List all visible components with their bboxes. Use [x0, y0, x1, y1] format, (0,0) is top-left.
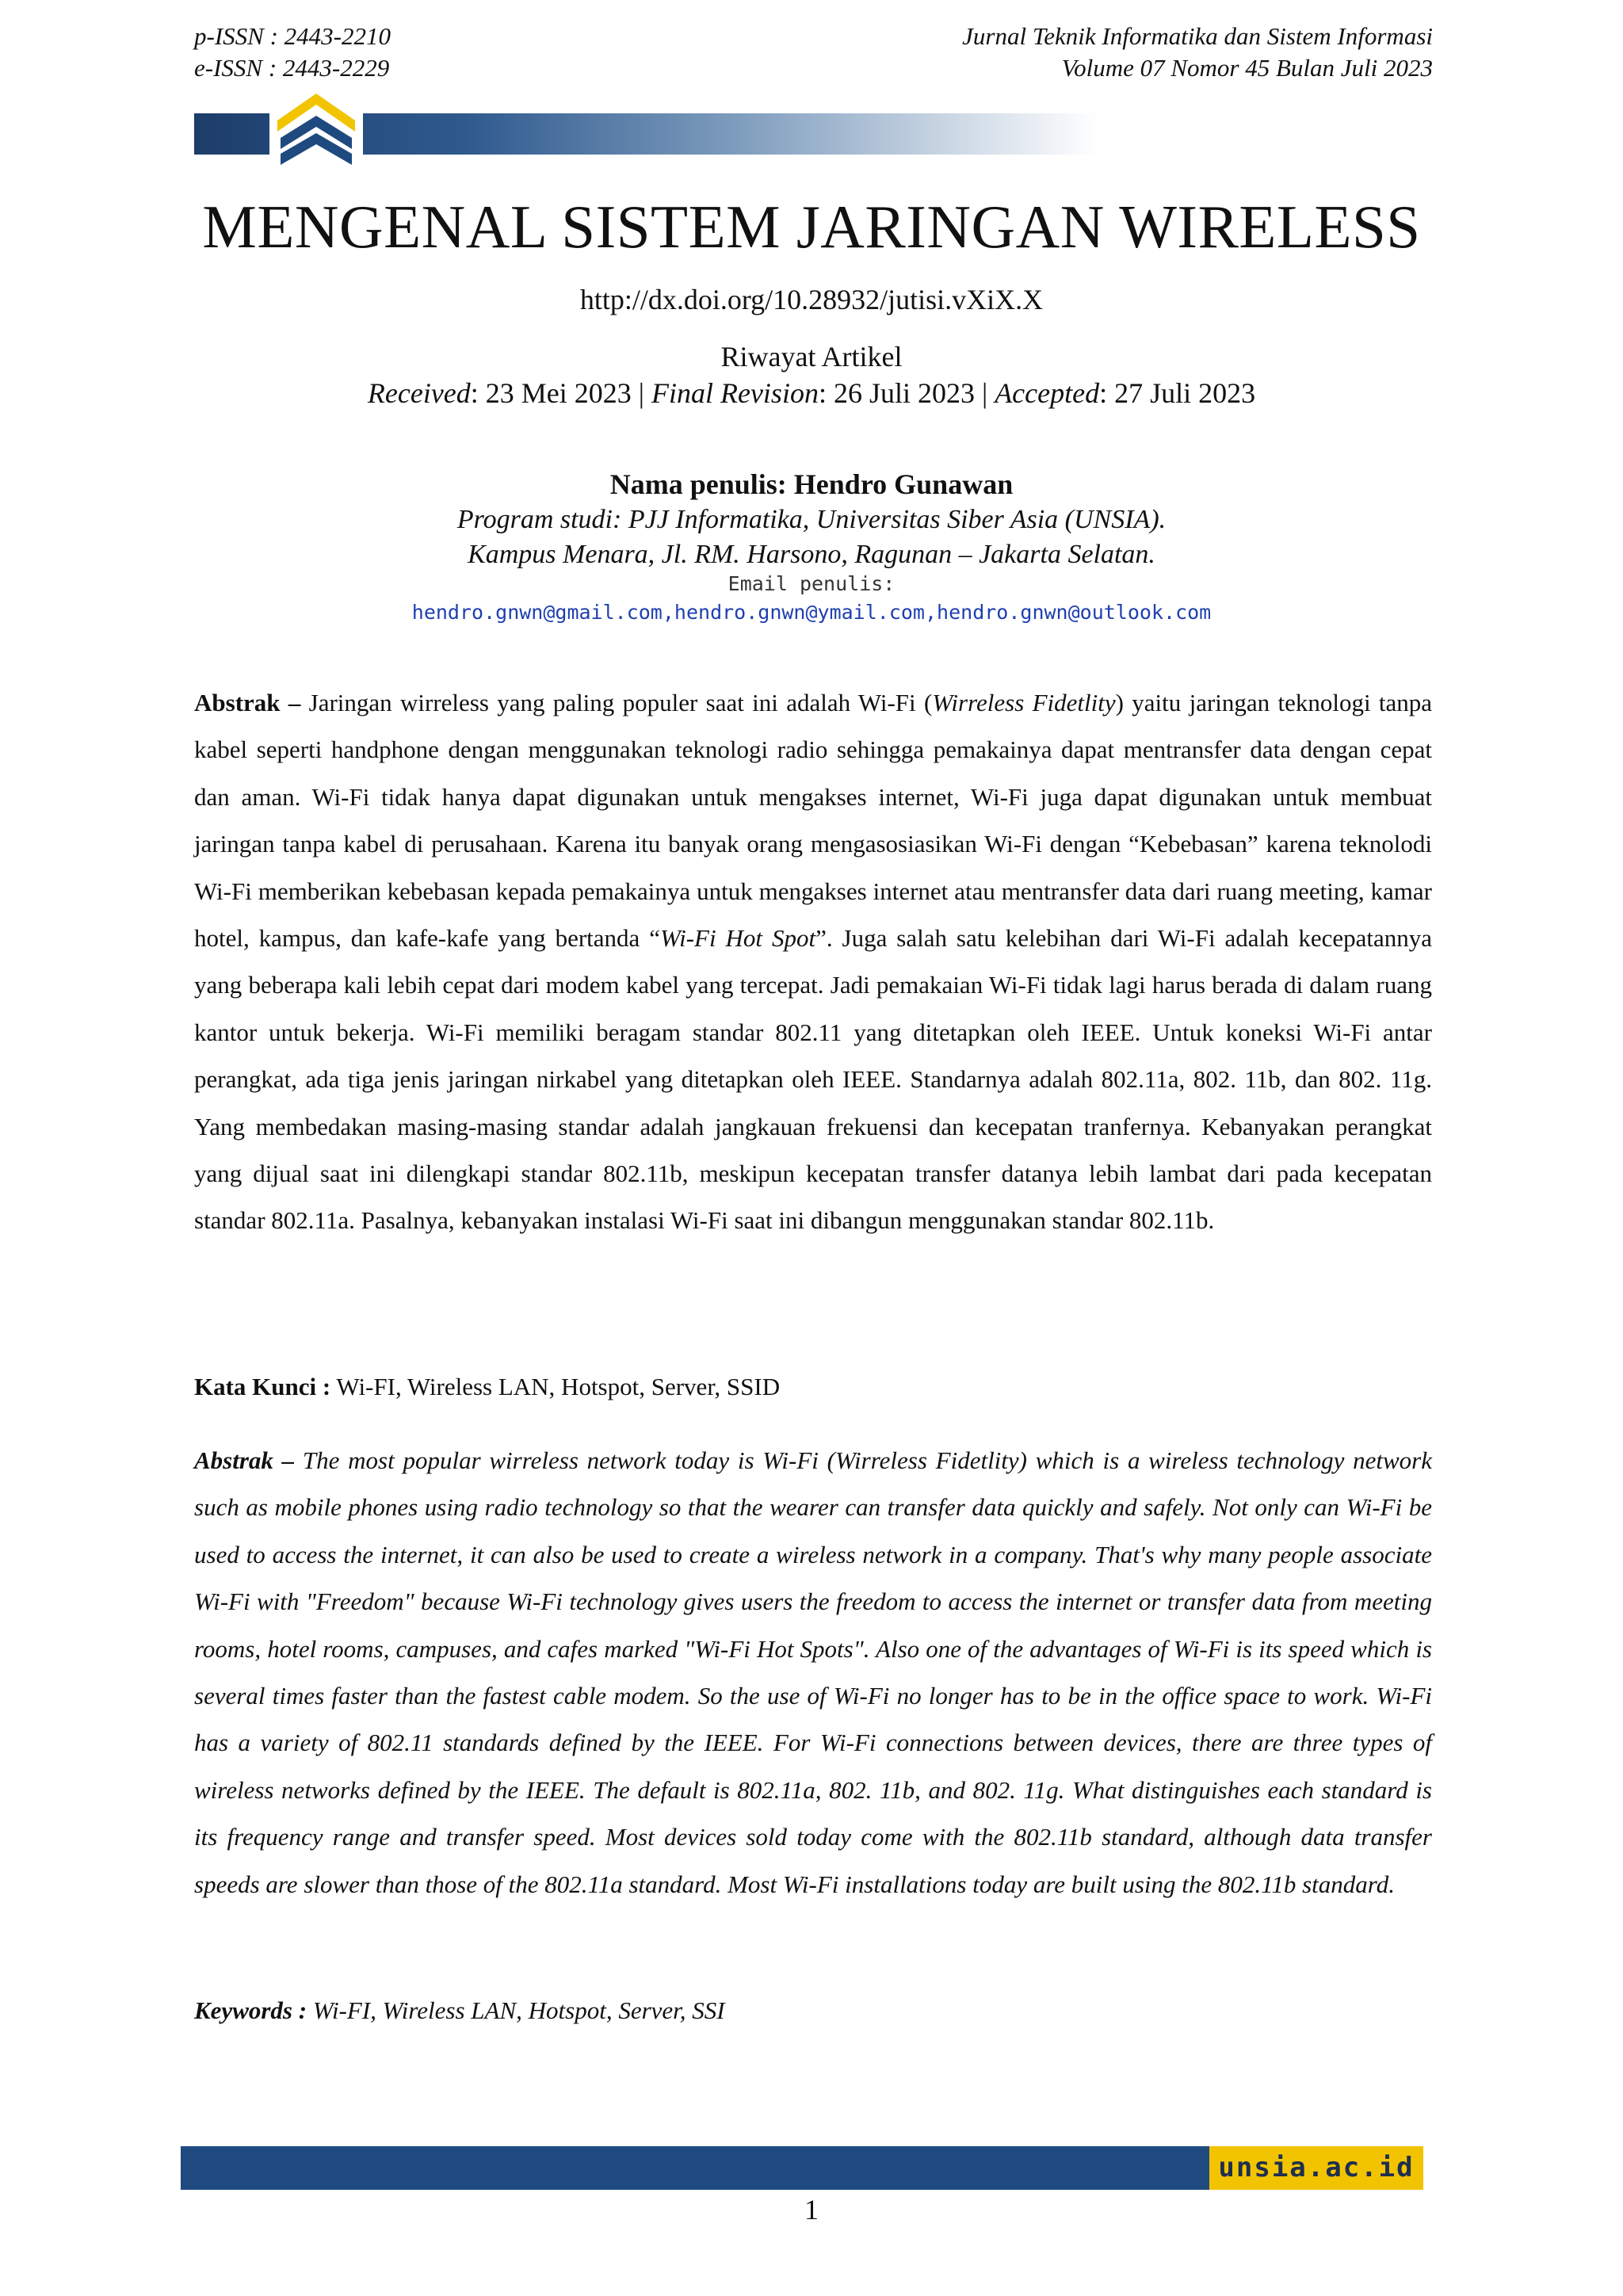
email-label: Email penulis: [727, 572, 896, 595]
history-heading: Riwayat Artikel [720, 341, 903, 372]
journal-block [962, 21, 1433, 84]
article-dates [0, 374, 1623, 412]
abstract-en-label: Abstrak – [194, 1446, 295, 1474]
abstract-english [194, 1437, 1432, 1908]
footer-bar [181, 2146, 1423, 2190]
abstract-text-1: Jaringan wirreless yang paling populer saat ini adalah Wi-Fi ( [300, 689, 933, 716]
e-issn: e-ISSN : 2443-2229 [194, 54, 390, 82]
footer-url[interactable]: unsia.ac.id [1209, 2146, 1423, 2190]
abstract-text-3: ”. Juga salah satu kelebihan dari Wi-Fi adalah kecepatannya yang beberapa kali lebih cepat dari modem kabel yang tercepat. Jadi pemakaian Wi-Fi tidak lagi harus berada di dalam ruang kantor untuk bekerja. Wi-Fi memiliki beragam standar 802.11 yang ditetapkan oleh IEEE. Untuk koneksi Wi-Fi antar perangkat, ada tiga jenis jaringan nirkabel yang ditetapkan oleh IEEE. Standarnya adalah 802.11a, 802. 11b, dan 802. 11g. Yang membedakan masing-masing standar adalah jangkauan frekuensi dan kecepatan tranfernya. Kebanyakan perangkat yang dijual saat ini dilengkapi standar 802.11b, meskipun kecepatan transfer datanya lebih lambat dari pada kecepatan standar 802.11a. Pasalnya, kebanyakan instalasi Wi-Fi saat ini dibangun menggunakan standar 802.11b. [194, 924, 1432, 1235]
issn-block [194, 21, 391, 84]
keywords-en-text: Wi-FI, Wireless LAN, Hotspot, Server, SSI [307, 1996, 725, 2024]
p-issn: p-ISSN : 2443-2210 [194, 22, 391, 50]
accepted-date: : 27 Juli 2023 [1099, 377, 1256, 409]
author-campus: Kampus Menara, Jl. RM. Harsono, Ragunan – Jakarta Selatan. [468, 540, 1155, 569]
journal-volume: Volume 07 Nomor 45 Bulan Juli 2023 [1061, 54, 1433, 82]
abstract-text-2: ) yaitu jaringan teknologi tanpa kabel seperti handphone dengan menggunakan teknologi radio sehingga pemakainya dapat mentransfer data dengan cepat dan aman. Wi-Fi tidak hanya dapat digunakan untuk mengakses internet, Wi-Fi juga dapat digunakan untuk membuat jaringan tanpa kabel di perusahaan. Karena itu banyak orang mengasosiasikan Wi-Fi dengan “Kebebasan” karena teknolodi Wi-Fi memberikan kebebasan kepada pemakainya untuk mengakses internet atau mentransfer data dari ruang meeting, kamar hotel, kampus, dan kafe-kafe yang bertanda “ [194, 689, 1433, 953]
keywords-en-label: Keywords : [194, 1996, 307, 2024]
abstract-italic-2: Wi-Fi Hot Spot [660, 924, 816, 953]
keywords-label: Kata Kunci : [194, 1373, 331, 1400]
page-number: 1 [804, 2194, 819, 2225]
author-emails[interactable]: hendro.gnwn@gmail.com,hendro.gnwn@ymail.com,hendro.gnwn@outlook.com [411, 601, 1212, 624]
university-logo-icon [269, 86, 363, 173]
revision-date: : 26 Juli 2023 | [818, 377, 995, 409]
author-name: Nama penulis: Hendro Gunawan [609, 468, 1014, 500]
revision-label: Final Revision [651, 377, 819, 409]
keywords-english [194, 1991, 1432, 2030]
keywords-indonesian [194, 1367, 1432, 1407]
received-date: : 23 Mei 2023 | [470, 377, 651, 409]
author-program: Program studi: PJJ Informatika, Universitas Siber Asia (UNSIA). [456, 505, 1167, 534]
abstract-indonesian [194, 679, 1432, 1244]
abstract-en-text: The most popular wirreless network today is Wi-Fi (Wirreless Fidetlity) which is a wireless technology network such as mobile phones using radio technology so that the wearer can transfer data quickly and safely. Not only can Wi-Fi be used to access the internet, it can also be used to create a wireless network in a company. That's why many people associate Wi-Fi with "Freedom" because Wi-Fi technology gives users the freedom to access the internet or transfer data from meeting rooms, hotel rooms, campuses, and cafes marked "Wi-Fi Hot Spots". Also one of the advantages of Wi-Fi is its speed which is several times faster than the fastest cable modem. So the use of Wi-Fi no longer has to be in the office space to work. Wi-Fi has a variety of 802.11 standards defined by the IEEE. For Wi-Fi connections between devices, there are three types of wireless networks defined by the IEEE. The default is 802.11a, 802. 11b, and 802. 11g. What distinguishes each standard is its frequency range and transfer speed. Most devices sold today come with the 802.11b standard, although data transfer speeds are slower than those of the 802.11a standard. Most Wi-Fi installations today are built using the 802.11b standard. [194, 1446, 1433, 1898]
received-label: Received [367, 377, 471, 409]
accepted-label: Accepted [995, 377, 1100, 409]
journal-name: Jurnal Teknik Informatika dan Sistem Informasi [962, 22, 1433, 50]
doi-link[interactable]: http://dx.doi.org/10.28932/jutisi.vXiX.X [579, 284, 1044, 315]
abstract-label: Abstrak – [194, 689, 301, 716]
paper-title: MENGENAL SISTEM JARINGAN WIRELESS [202, 193, 1421, 261]
abstract-italic-1: Wirreless Fidetlity [932, 689, 1116, 716]
keywords-text: Wi-FI, Wireless LAN, Hotspot, Server, SSID [330, 1373, 781, 1400]
